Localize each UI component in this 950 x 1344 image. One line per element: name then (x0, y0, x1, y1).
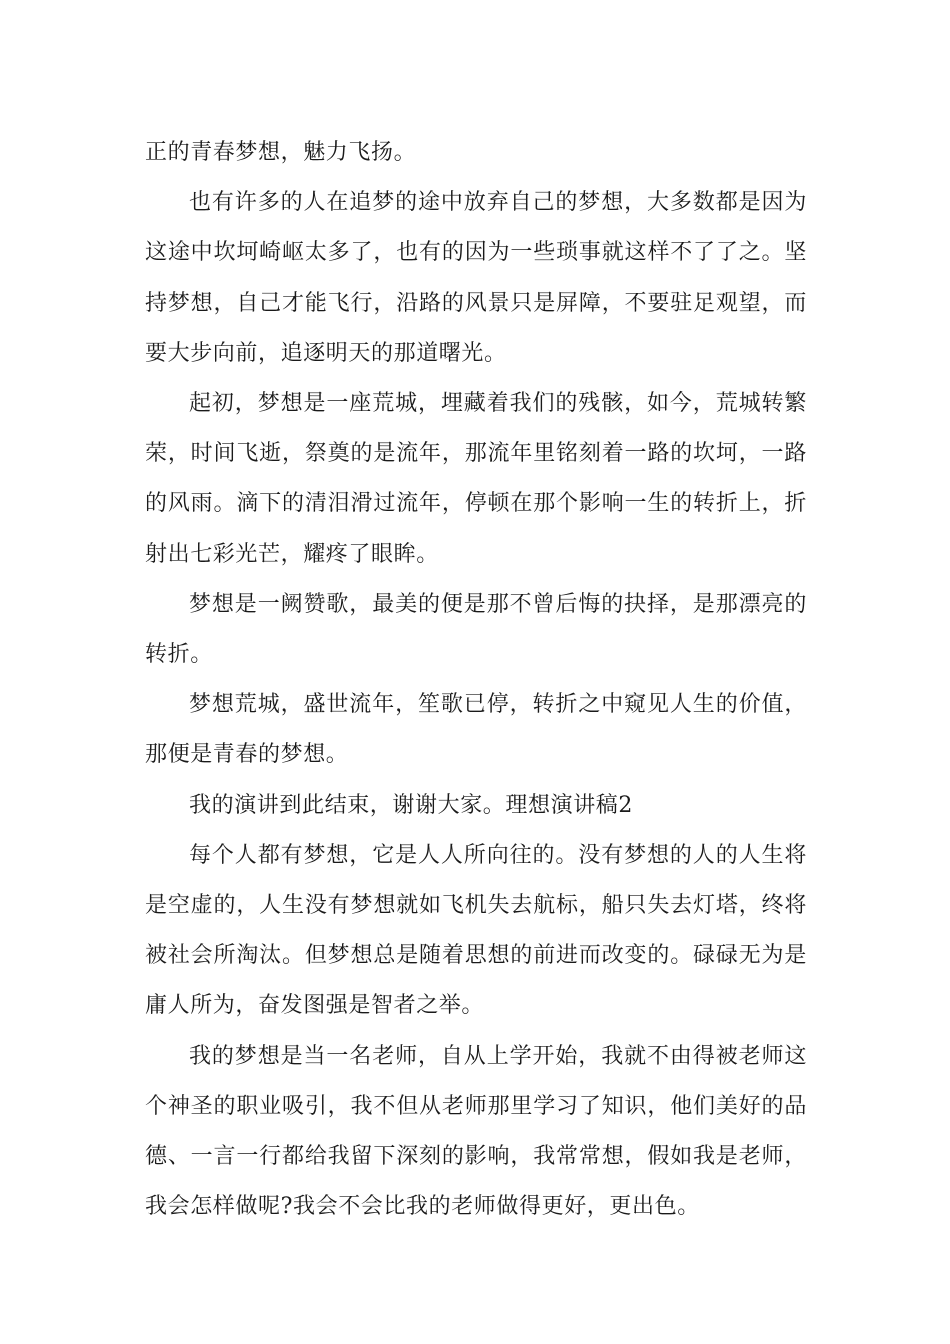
paragraph-continuation: 正的青春梦想，魅力飞扬。 (145, 140, 417, 165)
paragraph: 每个人都有梦想，它是人人所向往的。没有梦想的人的人生将是空虚的，人生没有梦想就如飞机失去航标，船只失去灯塔，终将被社会所淘汰。但梦想总是随着思想的前进而改变的。碌碌无为是庸人所为，奋发图强是智者之举。 (145, 842, 807, 1019)
paragraph: 起初，梦想是一座荒城，埋藏着我们的残骸，如今，荒城转繁荣，时间飞逝，祭奠的是流年，那流年里铭刻着一路的坎坷，一路的风雨。滴下的清泪滑过流年，停顿在那个影响一生的转折上，折射出七彩光芒，耀疼了眼眸。 (145, 391, 807, 567)
document-body (145, 128, 807, 1232)
paragraph: 梦想荒城，盛世流年，笙歌已停，转折之中窥见人生的价值，那便是青春的梦想。 (145, 692, 807, 768)
paragraph: 也有许多的人在追梦的途中放弃自己的梦想，大多数都是因为这途中坎坷崎岖太多了，也有的因为一些琐事就这样不了了之。坚持梦想，自己才能飞行，沿路的风景只是屏障，不要驻足观望，而要大步向前，追逐明天的那道曙光。 (145, 190, 807, 366)
paragraph-closing-and-title: 我的演讲到此结束，谢谢大家。理想演讲稿2 (189, 792, 633, 818)
paragraph: 我的梦想是当一名老师，自从上学开始，我就不由得被老师这个神圣的职业吸引，我不但从老师那里学习了知识，他们美好的品德、一言一行都给我留下深刻的影响，我常常想，假如我是老师，我会怎样做呢?我会不会比我的老师做得更好，更出色。 (145, 1043, 807, 1220)
paragraph: 梦想是一阙赞歌，最美的便是那不曾后悔的抉择，是那漂亮的转折。 (145, 591, 807, 668)
